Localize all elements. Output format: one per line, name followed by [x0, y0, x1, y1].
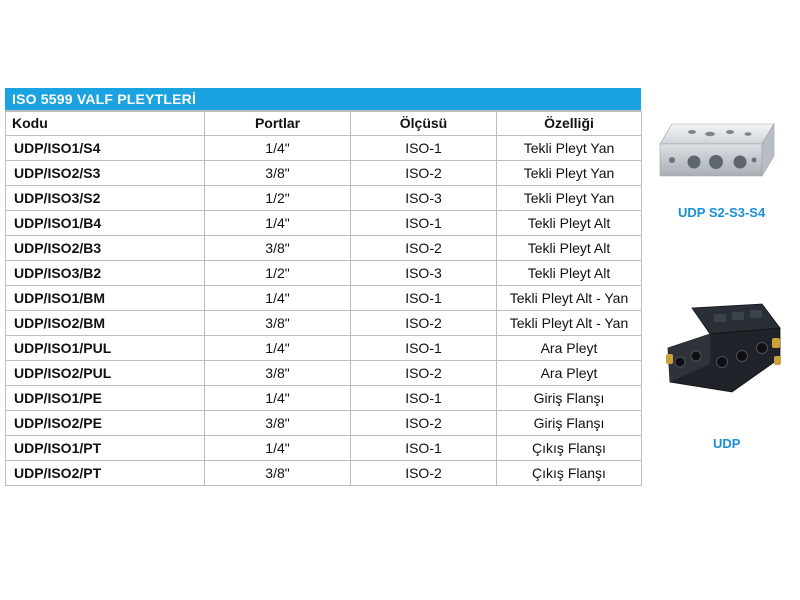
code-cell: UDP/ISO2/S3: [6, 161, 205, 186]
code-cell: UDP/ISO1/S4: [6, 136, 205, 161]
size-cell: ISO-3: [351, 186, 497, 211]
size-cell: ISO-3: [351, 261, 497, 286]
header-feature: Özelliği: [497, 112, 642, 136]
code-cell: UDP/ISO1/PT: [6, 436, 205, 461]
feature-cell: Ara Pleyt: [497, 361, 642, 386]
feature-cell: Çıkış Flanşı: [497, 461, 642, 486]
aluminium-plate-illustration: [650, 112, 780, 192]
ports-cell: 1/2": [205, 261, 351, 286]
table-body: [6, 136, 642, 486]
ports-cell: 1/4": [205, 211, 351, 236]
code-cell: UDP/ISO1/B4: [6, 211, 205, 236]
table-row: [6, 161, 642, 186]
table-row: [6, 186, 642, 211]
feature-cell: Tekli Pleyt Yan: [497, 161, 642, 186]
feature-cell: Tekli Pleyt Yan: [497, 136, 642, 161]
feature-cell: Tekli Pleyt Alt - Yan: [497, 286, 642, 311]
code-cell: UDP/ISO3/S2: [6, 186, 205, 211]
ports-cell: 1/4": [205, 386, 351, 411]
code-cell: UDP/ISO1/PUL: [6, 336, 205, 361]
size-cell: ISO-2: [351, 161, 497, 186]
ports-cell: 1/4": [205, 436, 351, 461]
table-row: [6, 236, 642, 261]
code-cell: UDP/ISO1/BM: [6, 286, 205, 311]
size-cell: ISO-1: [351, 211, 497, 236]
size-cell: ISO-1: [351, 136, 497, 161]
table-row: [6, 311, 642, 336]
feature-cell: Ara Pleyt: [497, 336, 642, 361]
product-image-udp: [662, 300, 784, 408]
size-cell: ISO-2: [351, 461, 497, 486]
table-row: [6, 386, 642, 411]
size-cell: ISO-1: [351, 386, 497, 411]
feature-cell: Giriş Flanşı: [497, 386, 642, 411]
table-row: [6, 286, 642, 311]
feature-cell: Giriş Flanşı: [497, 411, 642, 436]
ports-cell: 3/8": [205, 236, 351, 261]
table-row: [6, 411, 642, 436]
ports-cell: 1/4": [205, 136, 351, 161]
header-code: Kodu: [6, 112, 205, 136]
code-cell: UDP/ISO2/B3: [6, 236, 205, 261]
table-row: [6, 361, 642, 386]
ports-cell: 3/8": [205, 361, 351, 386]
code-cell: UDP/ISO2/PT: [6, 461, 205, 486]
size-cell: ISO-1: [351, 286, 497, 311]
product-caption-udp: UDP: [713, 436, 741, 451]
valve-plate-catalog: [5, 88, 641, 486]
size-cell: ISO-1: [351, 436, 497, 461]
table-row: [6, 261, 642, 286]
code-cell: UDP/ISO2/PUL: [6, 361, 205, 386]
size-cell: ISO-2: [351, 361, 497, 386]
code-cell: UDP/ISO2/PE: [6, 411, 205, 436]
product-image-udp-s2-s3-s4: [650, 112, 780, 192]
table-row: [6, 461, 642, 486]
code-cell: UDP/ISO3/B2: [6, 261, 205, 286]
feature-cell: Çıkış Flanşı: [497, 436, 642, 461]
ports-cell: 1/4": [205, 336, 351, 361]
product-caption-udp-s2-s3-s4: UDP S2-S3-S4: [678, 205, 766, 220]
ports-cell: 3/8": [205, 311, 351, 336]
ports-cell: 3/8": [205, 161, 351, 186]
header-row: [6, 112, 642, 136]
table-row: [6, 136, 642, 161]
size-cell: ISO-2: [351, 236, 497, 261]
ports-cell: 1/2": [205, 186, 351, 211]
feature-cell: Tekli Pleyt Alt: [497, 236, 642, 261]
ports-cell: 3/8": [205, 461, 351, 486]
feature-cell: Tekli Pleyt Alt: [497, 211, 642, 236]
ports-cell: 3/8": [205, 411, 351, 436]
size-cell: ISO-2: [351, 311, 497, 336]
table-row: [6, 211, 642, 236]
header-ports: Portlar: [205, 112, 351, 136]
valve-plate-table: [5, 111, 642, 486]
table-row: [6, 436, 642, 461]
ports-cell: 1/4": [205, 286, 351, 311]
size-cell: ISO-2: [351, 411, 497, 436]
table-row: [6, 336, 642, 361]
feature-cell: Tekli Pleyt Alt: [497, 261, 642, 286]
black-manifold-illustration: [662, 300, 784, 408]
feature-cell: Tekli Pleyt Yan: [497, 186, 642, 211]
feature-cell: Tekli Pleyt Alt - Yan: [497, 311, 642, 336]
code-cell: UDP/ISO1/PE: [6, 386, 205, 411]
size-cell: ISO-1: [351, 336, 497, 361]
table-title: ISO 5599 VALF PLEYTLERİ: [5, 88, 641, 111]
header-size: Ölçüsü: [351, 112, 497, 136]
code-cell: UDP/ISO2/BM: [6, 311, 205, 336]
